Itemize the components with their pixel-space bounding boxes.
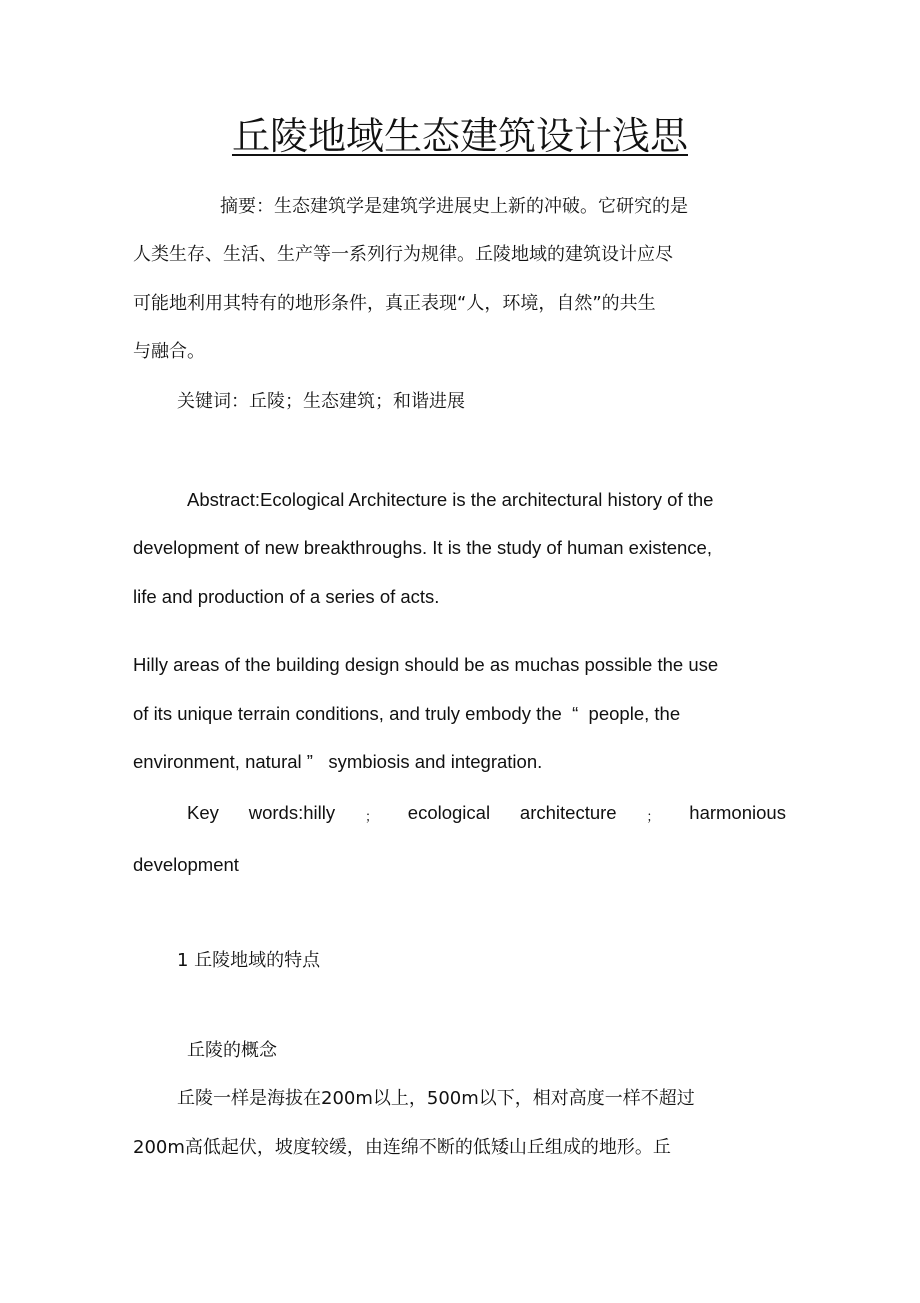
abstract-en-line-5: of its unique terrain conditions, and truly embody the “ people, the — [133, 703, 681, 724]
keywords-en-separator: ； — [364, 809, 378, 824]
abstract-en-line-2: development of new breakthroughs. It is the study of human existence, — [133, 537, 712, 558]
keywords-en-word: words:hilly — [248, 802, 336, 823]
abstract-cn-line-3: 可能地利用其特有的地形条件，真正表现“人，环境，自然”的共生 — [133, 293, 656, 314]
abstract-en-line-1: Abstract:Ecological Architecture is the architectural history of the — [187, 489, 714, 510]
keywords-en-separator: ； — [646, 809, 660, 824]
section-1-para-line-1: 丘陵一样是海拔在200m以上，500m以下，相对高度一样不超过 — [177, 1088, 695, 1109]
abstract-cn-line-4: 与融合。 — [133, 341, 205, 362]
abstract-en-line-4: Hilly areas of the building design should be as muchas possible the use — [133, 654, 719, 675]
abstract-en-line-3: life and production of a series of acts. — [133, 586, 440, 607]
keywords-en-word: architecture — [519, 802, 617, 823]
document-title — [0, 114, 920, 158]
section-1-heading: 1 丘陵地域的特点 — [177, 950, 321, 971]
keywords-en-word: Key — [187, 802, 219, 823]
section-1-para-line-2: 200m高低起伏，坡度较缓，由连绵不断的低矮山丘组成的地形。丘 — [133, 1137, 671, 1158]
keywords-en-row — [187, 804, 786, 823]
abstract-cn-line-2: 人类生存、生活、生产等一系列行为规律。丘陵地域的建筑设计应尽 — [133, 244, 673, 265]
abstract-cn-line-1: 摘要：生态建筑学是建筑学进展史上新的冲破。它研究的是 — [220, 196, 688, 217]
keywords-en-word: harmonious — [689, 802, 786, 823]
keywords-en-last-word: development — [133, 854, 239, 875]
keywords-cn: 关键词：丘陵；生态建筑；和谐进展 — [177, 391, 465, 412]
section-1-subheading: 丘陵的概念 — [187, 1040, 277, 1061]
abstract-en-line-6: environment, natural ” symbiosis and integration. — [133, 751, 543, 772]
document-title-text: 丘陵地域生态建筑设计浅思 — [231, 114, 688, 158]
keywords-en-word: ecological — [407, 802, 491, 823]
